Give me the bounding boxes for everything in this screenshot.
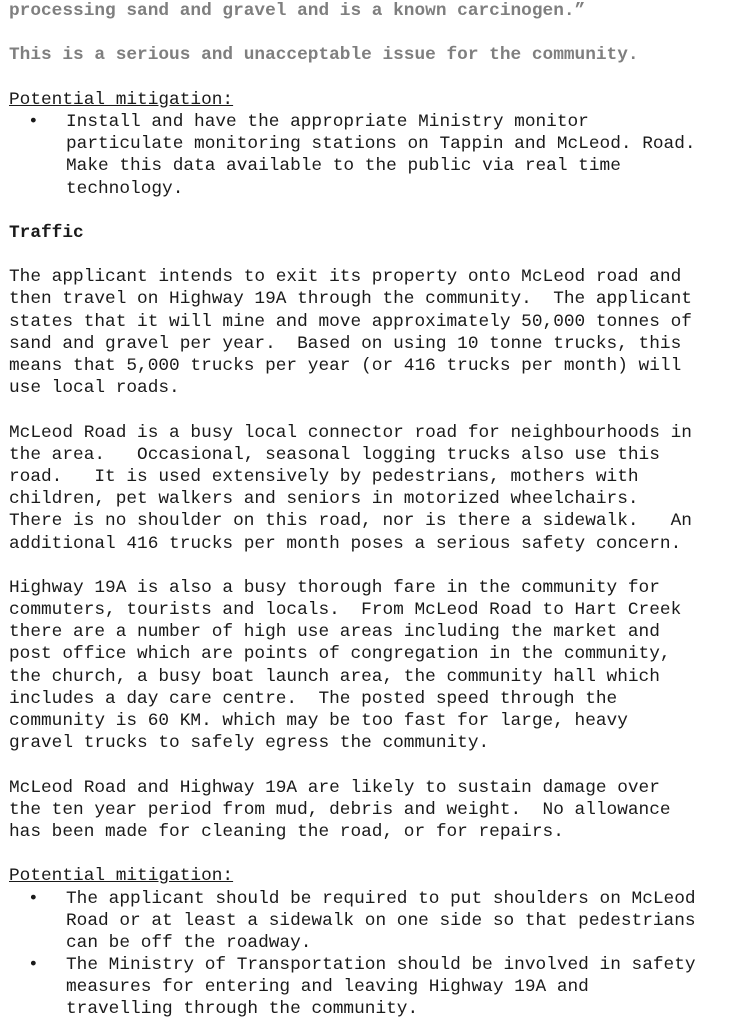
paragraph-line: there are a number of high use areas including the market and (9, 622, 660, 643)
paragraph-line: states that it will mine and move approximately 50,000 tonnes of (9, 311, 692, 332)
paragraph-line: The applicant intends to exit its property onto McLeod road and (9, 267, 682, 288)
mitigation-2-bullet-1 (9, 888, 749, 955)
traffic-paragraph-3 (9, 577, 749, 755)
paragraph-line: community is 60 KM. which may be too fast for large, heavy (9, 711, 628, 731)
paragraph-line: sand and gravel per year. Based on using 10 tonne trucks, this (9, 333, 682, 354)
bullet-dot-icon: • (28, 955, 39, 976)
paragraph-line: the area. Occasional, seasonal logging trucks also use this (9, 444, 660, 465)
paragraph-line: Highway 19A is also a busy thorough fare in the community for (9, 577, 660, 598)
paragraph-line: includes a day care centre. The posted speed through the (9, 688, 618, 709)
bullet-dot-icon: • (28, 888, 39, 909)
paragraph-line: then travel on Highway 19A through the community. The applicant (9, 289, 692, 310)
paragraph-line: McLeod Road and Highway 19A are likely to sustain damage over (9, 777, 660, 798)
paragraph-line: road. It is used extensively by pedestrians, mothers with (9, 466, 639, 487)
traffic-paragraph-2 (9, 422, 749, 555)
bullet-line: can be off the roadway. (66, 932, 312, 953)
paragraph-line: commuters, tourists and locals. From McLeod Road to Hart Creek (9, 600, 682, 621)
traffic-paragraph-4 (9, 777, 749, 844)
paragraph-line: post office which are points of congregation in the community, (9, 644, 671, 665)
intro-line-1: processing sand and gravel and is a known carcinogen.” (9, 1, 586, 21)
paragraph-line: children, pet walkers and seniors in motorized wheelchairs. (9, 489, 639, 510)
bullet-line: Make this data available to the public via real time (66, 156, 621, 177)
bullet-line: The applicant should be required to put shoulders on McLeod (66, 888, 696, 909)
paragraph-line: gravel trucks to safely egress the community. (9, 733, 490, 754)
paragraph-line: additional 416 trucks per month poses a serious safety concern. (9, 533, 682, 554)
mitigation-1-bullet-1 (9, 111, 749, 200)
paragraph-line: use local roads. (9, 378, 180, 399)
mitigation-heading-1: Potential mitigation: (9, 89, 234, 110)
document-page (9, 0, 749, 1021)
mitigation-heading-2: Potential mitigation: (9, 866, 234, 887)
bullet-line: technology. (66, 178, 184, 199)
intro-line-2: This is a serious and unacceptable issue for the community. (9, 45, 639, 66)
bullet-line: The Ministry of Transportation should be involved in safety (66, 955, 696, 976)
bullet-line: Install and have the appropriate Ministry monitor (66, 111, 589, 132)
paragraph-line: McLeod Road is a busy local connector road for neighbourhoods in (9, 422, 692, 443)
paragraph-line: There is no shoulder on this road, nor is there a sidewalk. An (9, 511, 692, 532)
paragraph-line: means that 5,000 trucks per year (or 416 trucks per month) will (9, 356, 682, 376)
traffic-paragraph-1 (9, 266, 749, 399)
paragraph-line: has been made for cleaning the road, or for repairs. (9, 821, 564, 842)
bullet-line: travelling through the community. (66, 999, 419, 1020)
bullet-line: measures for entering and leaving Highway 19A and (66, 977, 589, 998)
mitigation-2-bullet-2 (9, 954, 749, 1021)
paragraph-line: the ten year period from mud, debris and weight. No allowance (9, 799, 671, 820)
bullet-line: Road or at least a sidewalk on one side so that pedestrians (66, 910, 696, 931)
bullet-dot-icon: • (28, 111, 39, 132)
bullet-line: particulate monitoring stations on Tappin and McLeod. Road. (66, 134, 696, 155)
paragraph-line: the church, a busy boat launch area, the community hall which (9, 666, 660, 687)
section-heading-traffic: Traffic (9, 222, 84, 243)
